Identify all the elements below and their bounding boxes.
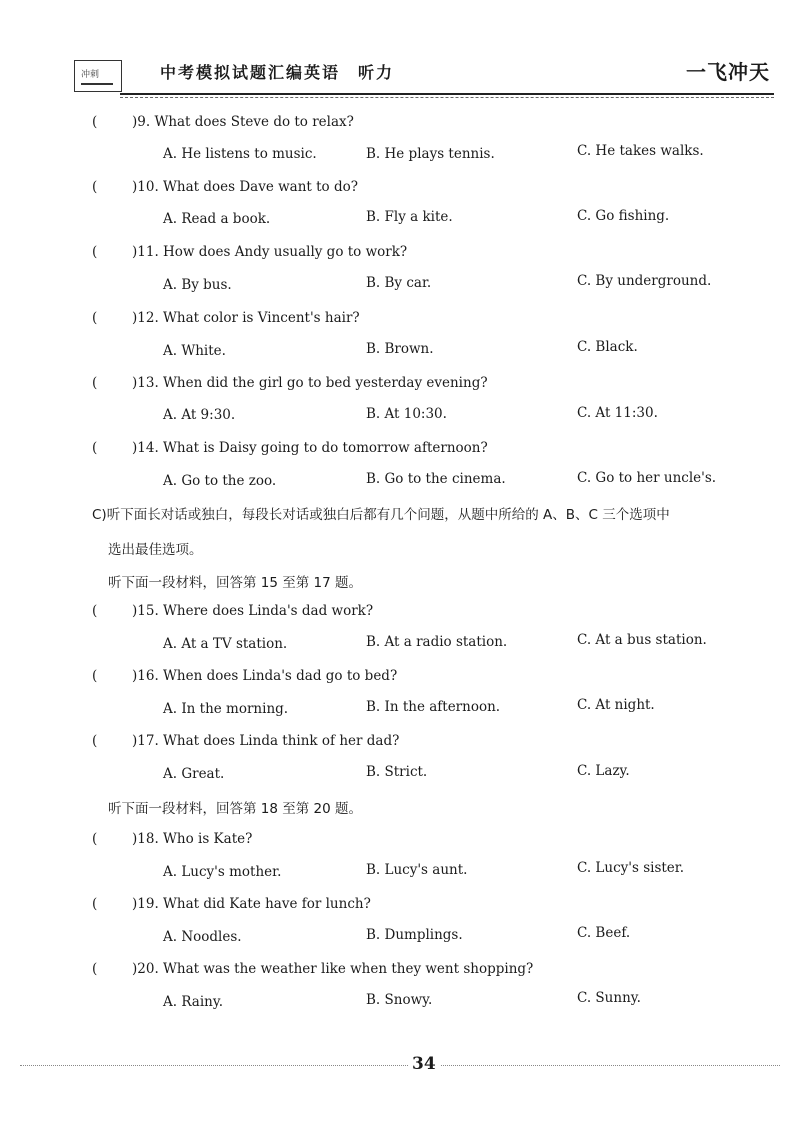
option-c: C. Sunny. xyxy=(577,990,641,1006)
option-a: A. By bus. xyxy=(163,277,232,293)
option-b: B. Strict. xyxy=(366,764,428,780)
option-b: B. Fly a kite. xyxy=(366,209,453,225)
option-b: B. He plays tennis. xyxy=(366,146,495,162)
option-b: B. Snowy. xyxy=(366,992,433,1008)
question-17 xyxy=(92,733,399,749)
option-c: C. He takes walks. xyxy=(577,143,704,159)
section-c-instruction-cont: 选出最佳选项。 xyxy=(108,542,203,558)
question-stem: )11. How does Andy usually go to work? xyxy=(132,244,408,260)
brand-name: 一飞冲天 xyxy=(686,60,770,84)
footer-divider xyxy=(20,1065,780,1066)
option-a: A. Rainy. xyxy=(163,994,223,1010)
option-c: C. By underground. xyxy=(577,273,712,289)
option-c: C. At night. xyxy=(577,697,655,713)
header-divider xyxy=(120,93,774,95)
question-12 xyxy=(92,310,360,326)
header-divider-dashed xyxy=(120,97,774,98)
answer-blank: ( xyxy=(92,733,98,749)
question-stem: )19. What did Kate have for lunch? xyxy=(132,896,371,912)
option-c: C. Beef. xyxy=(577,925,631,941)
option-b: B. By car. xyxy=(366,275,432,291)
option-b: B. In the afternoon. xyxy=(366,699,501,715)
answer-blank: ( xyxy=(92,310,98,326)
question-stem: )15. Where does Linda's dad work? xyxy=(132,603,374,619)
page-number: 34 xyxy=(408,1054,440,1074)
answer-blank: ( xyxy=(92,831,98,847)
option-a: A. Read a book. xyxy=(163,211,271,227)
option-c: C. Black. xyxy=(577,339,638,355)
question-19 xyxy=(92,896,371,912)
logo-text: 冲刺 xyxy=(81,67,113,85)
question-stem: )17. What does Linda think of her dad? xyxy=(132,733,400,749)
option-a: A. He listens to music. xyxy=(163,146,317,162)
question-9 xyxy=(92,114,354,130)
answer-blank: ( xyxy=(92,179,98,195)
option-a: A. Great. xyxy=(163,766,225,782)
option-a: A. At a TV station. xyxy=(163,636,288,652)
header-title: 中考模拟试题汇编英语 听力 xyxy=(160,63,395,82)
question-11 xyxy=(92,244,407,260)
question-stem: )20. What was the weather like when they went shopping? xyxy=(132,961,534,977)
option-c: C. At a bus station. xyxy=(577,632,707,648)
answer-blank: ( xyxy=(92,896,98,912)
answer-blank: ( xyxy=(92,603,98,619)
option-a: A. At 9:30. xyxy=(163,407,236,423)
answer-blank: ( xyxy=(92,114,98,130)
question-stem: )12. What color is Vincent's hair? xyxy=(132,310,360,326)
question-13 xyxy=(92,375,488,391)
option-b: B. At 10:30. xyxy=(366,406,447,422)
option-c: C. Go fishing. xyxy=(577,208,670,224)
question-stem: )14. What is Daisy going to do tomorrow afternoon? xyxy=(132,440,488,456)
question-20 xyxy=(92,961,533,977)
question-18 xyxy=(92,831,252,847)
option-c: C. Lazy. xyxy=(577,763,630,779)
option-b: B. Lucy's aunt. xyxy=(366,862,468,878)
option-b: B. At a radio station. xyxy=(366,634,508,650)
question-14 xyxy=(92,440,488,456)
question-stem: )16. When does Linda's dad go to bed? xyxy=(132,668,398,684)
question-stem: )9. What does Steve do to relax? xyxy=(132,114,354,130)
question-10 xyxy=(92,179,358,195)
question-stem: )10. What does Dave want to do? xyxy=(132,179,358,195)
option-b: B. Dumplings. xyxy=(366,927,463,943)
option-c: C. Go to her uncle's. xyxy=(577,470,717,486)
question-16 xyxy=(92,668,397,684)
option-a: A. Go to the zoo. xyxy=(163,473,277,489)
section-c-instruction: C)听下面长对话或独白，每段长对话或独白后都有几个问题，从题中所给的 A、B、C 三个选项中 xyxy=(92,507,670,523)
option-b: B. Brown. xyxy=(366,341,434,357)
question-15 xyxy=(92,603,373,619)
question-stem: )13. When did the girl go to bed yesterday evening? xyxy=(132,375,488,391)
option-a: A. Noodles. xyxy=(163,929,242,945)
option-a: A. Lucy's mother. xyxy=(163,864,282,880)
page-header xyxy=(74,50,774,96)
option-a: A. In the morning. xyxy=(163,701,289,717)
answer-blank: ( xyxy=(92,961,98,977)
answer-blank: ( xyxy=(92,440,98,456)
answer-blank: ( xyxy=(92,244,98,260)
option-b: B. Go to the cinema. xyxy=(366,471,506,487)
question-stem: )18. Who is Kate? xyxy=(132,831,253,847)
answer-blank: ( xyxy=(92,375,98,391)
option-c: C. Lucy's sister. xyxy=(577,860,685,876)
answer-blank: ( xyxy=(92,668,98,684)
part-instruction-2: 听下面一段材料，回答第 18 至第 20 题。 xyxy=(108,801,363,817)
option-c: C. At 11:30. xyxy=(577,405,658,421)
logo xyxy=(74,60,122,92)
part-instruction-1: 听下面一段材料，回答第 15 至第 17 题。 xyxy=(108,575,363,591)
option-a: A. White. xyxy=(163,343,226,359)
